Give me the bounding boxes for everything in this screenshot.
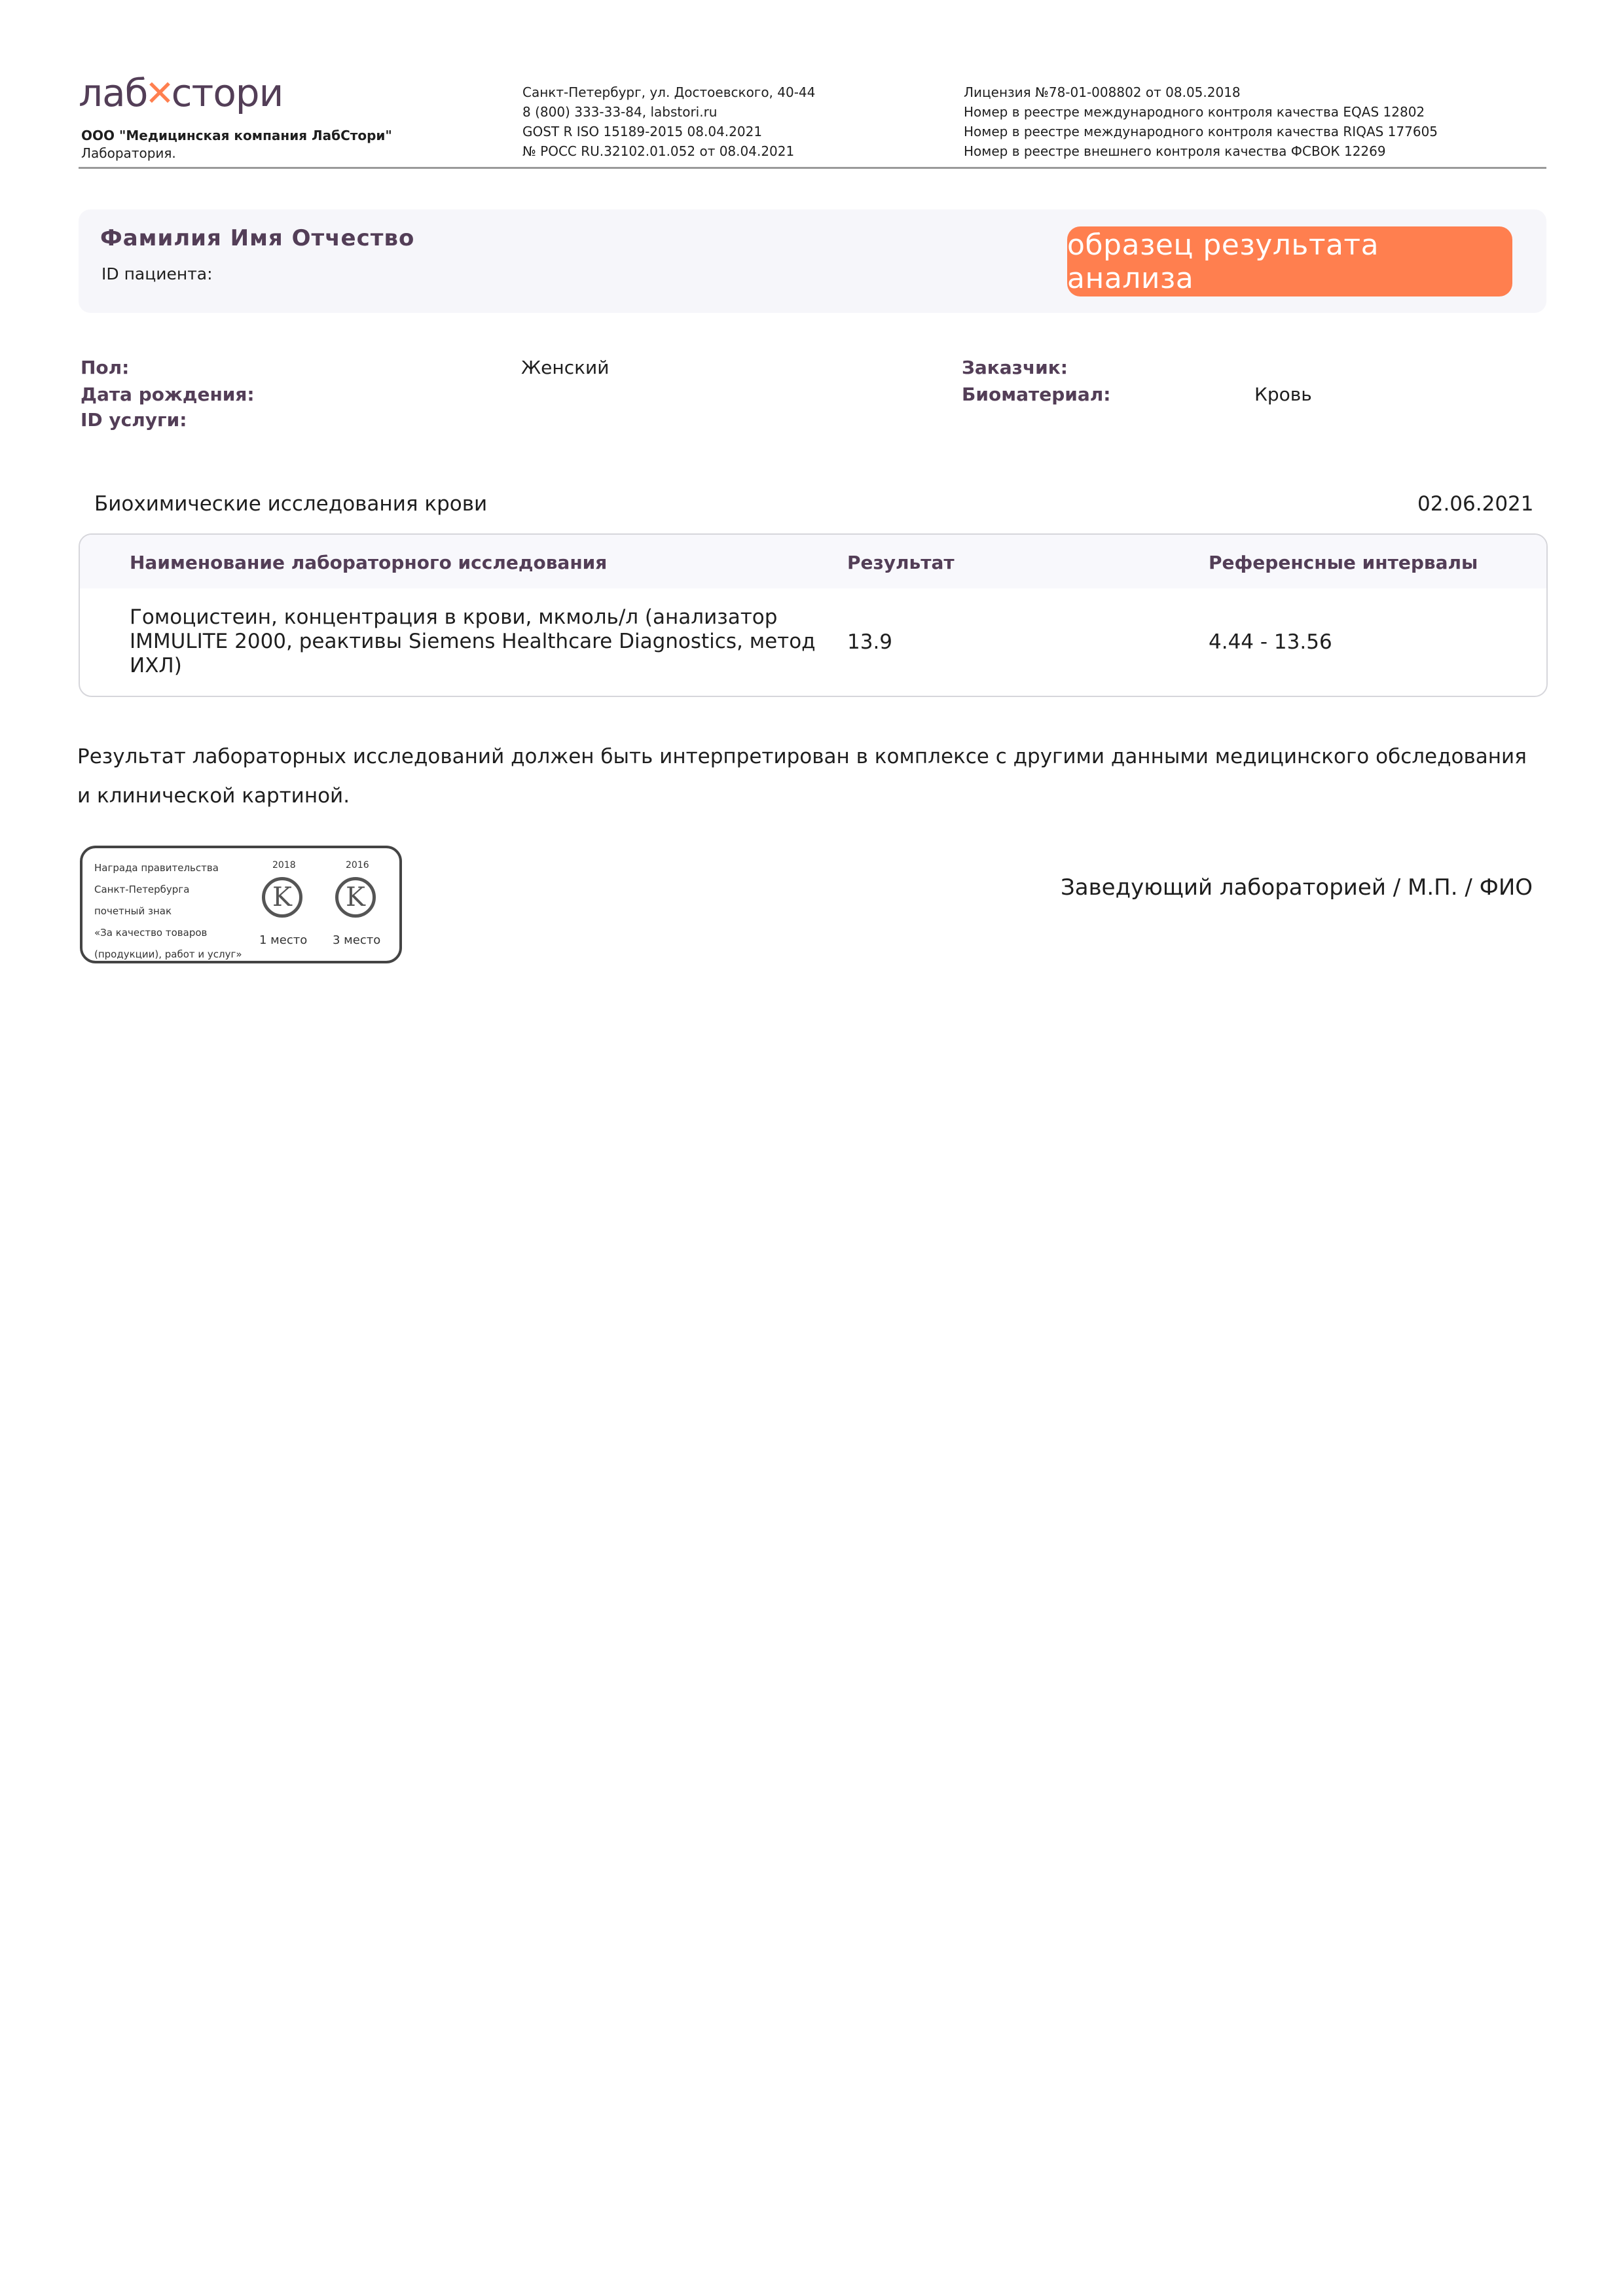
award-line: Награда правительства bbox=[94, 862, 219, 874]
sex-label: Пол: bbox=[81, 357, 130, 378]
award-place-1: 1 место bbox=[259, 933, 308, 947]
award-line: (продукции), работ и услуг» bbox=[94, 948, 242, 960]
logo-text-right: стори bbox=[171, 71, 283, 115]
contact-phone: 8 (800) 333-33-84, labstori.ru bbox=[522, 104, 718, 120]
col-test-name: Наименование лабораторного исследования bbox=[130, 552, 608, 573]
customer-label: Заказчик: bbox=[962, 357, 1068, 378]
award-place-2: 3 место bbox=[333, 933, 381, 947]
contact-address: Санкт-Петербург, ул. Достоевского, 40-44 bbox=[522, 84, 816, 100]
award-line: почетный знак bbox=[94, 905, 172, 917]
riqas-line: Номер в реестре международного контроля качества RIQAS 177605 bbox=[964, 124, 1438, 139]
biomaterial-label: Биоматериал: bbox=[962, 384, 1111, 405]
brand-logo bbox=[79, 71, 283, 115]
award-line: Санкт-Петербурга bbox=[94, 884, 190, 895]
company-type: Лаборатория. bbox=[81, 145, 176, 161]
logo-mark-icon: ✕ bbox=[145, 72, 174, 114]
eqas-line: Номер в реестре международного контроля качества EQAS 12802 bbox=[964, 104, 1425, 120]
licenses-block bbox=[964, 82, 1438, 161]
patient-name: Фамилия Имя Отчество bbox=[100, 225, 415, 251]
award-year-1: 2018 bbox=[272, 860, 296, 870]
company-name: ООО "Медицинская компания ЛабСтори" bbox=[81, 128, 392, 143]
test-result: 13.9 bbox=[847, 630, 893, 654]
biomaterial-value: Кровь bbox=[1254, 384, 1312, 405]
test-name-line: IMMULITE 2000, реактивы Siemens Healthcare Diagnostics, метод bbox=[130, 630, 816, 653]
results-table bbox=[79, 533, 1548, 697]
col-result: Результат bbox=[847, 552, 955, 573]
award-line: «За качество товаров bbox=[94, 927, 208, 939]
fsvok-line: Номер в реестре внешнего контроля качества ФСВОК 12269 bbox=[964, 143, 1386, 159]
quality-award-badge bbox=[80, 846, 402, 963]
contact-ross: № РОСС RU.32102.01.052 от 08.04.2021 bbox=[522, 143, 795, 159]
test-name-line: ИХЛ) bbox=[130, 654, 182, 677]
contact-gost: GOST R ISO 15189-2015 08.04.2021 bbox=[522, 124, 763, 139]
test-reference: 4.44 - 13.56 bbox=[1209, 630, 1332, 654]
logo-text-left: лаб bbox=[79, 71, 148, 115]
quality-mark-icon: K bbox=[335, 877, 376, 918]
col-reference: Референсные интервалы bbox=[1209, 552, 1478, 573]
quality-mark-icon: K bbox=[262, 877, 302, 918]
license-line: Лицензия №78-01-008802 от 08.05.2018 bbox=[964, 84, 1241, 100]
section-date: 02.06.2021 bbox=[1417, 492, 1534, 516]
table-header bbox=[80, 535, 1546, 588]
test-name-line: Гомоцистеин, концентрация в крови, мкмоль/л (анализатор bbox=[130, 605, 778, 629]
test-name bbox=[130, 605, 816, 678]
award-text bbox=[94, 857, 242, 965]
patient-id-label: ID пациента: bbox=[101, 264, 213, 283]
sex-value: Женский bbox=[521, 357, 610, 378]
birth-date-label: Дата рождения: bbox=[81, 384, 255, 405]
award-year-2: 2016 bbox=[346, 860, 369, 870]
sample-result-badge: образец результата анализа bbox=[1067, 226, 1512, 296]
contacts-block bbox=[522, 82, 815, 161]
signature-line: Заведующий лабораторией / М.П. / ФИО bbox=[1061, 874, 1533, 901]
section-title: Биохимические исследования крови bbox=[94, 492, 488, 516]
header-divider bbox=[79, 167, 1546, 169]
service-id-label: ID услуги: bbox=[81, 409, 187, 431]
interpretation-note: Результат лабораторных исследований должен быть интерпретирован в комплексе с другими данными медицинского обследования и клинической картиной. bbox=[77, 745, 1527, 808]
